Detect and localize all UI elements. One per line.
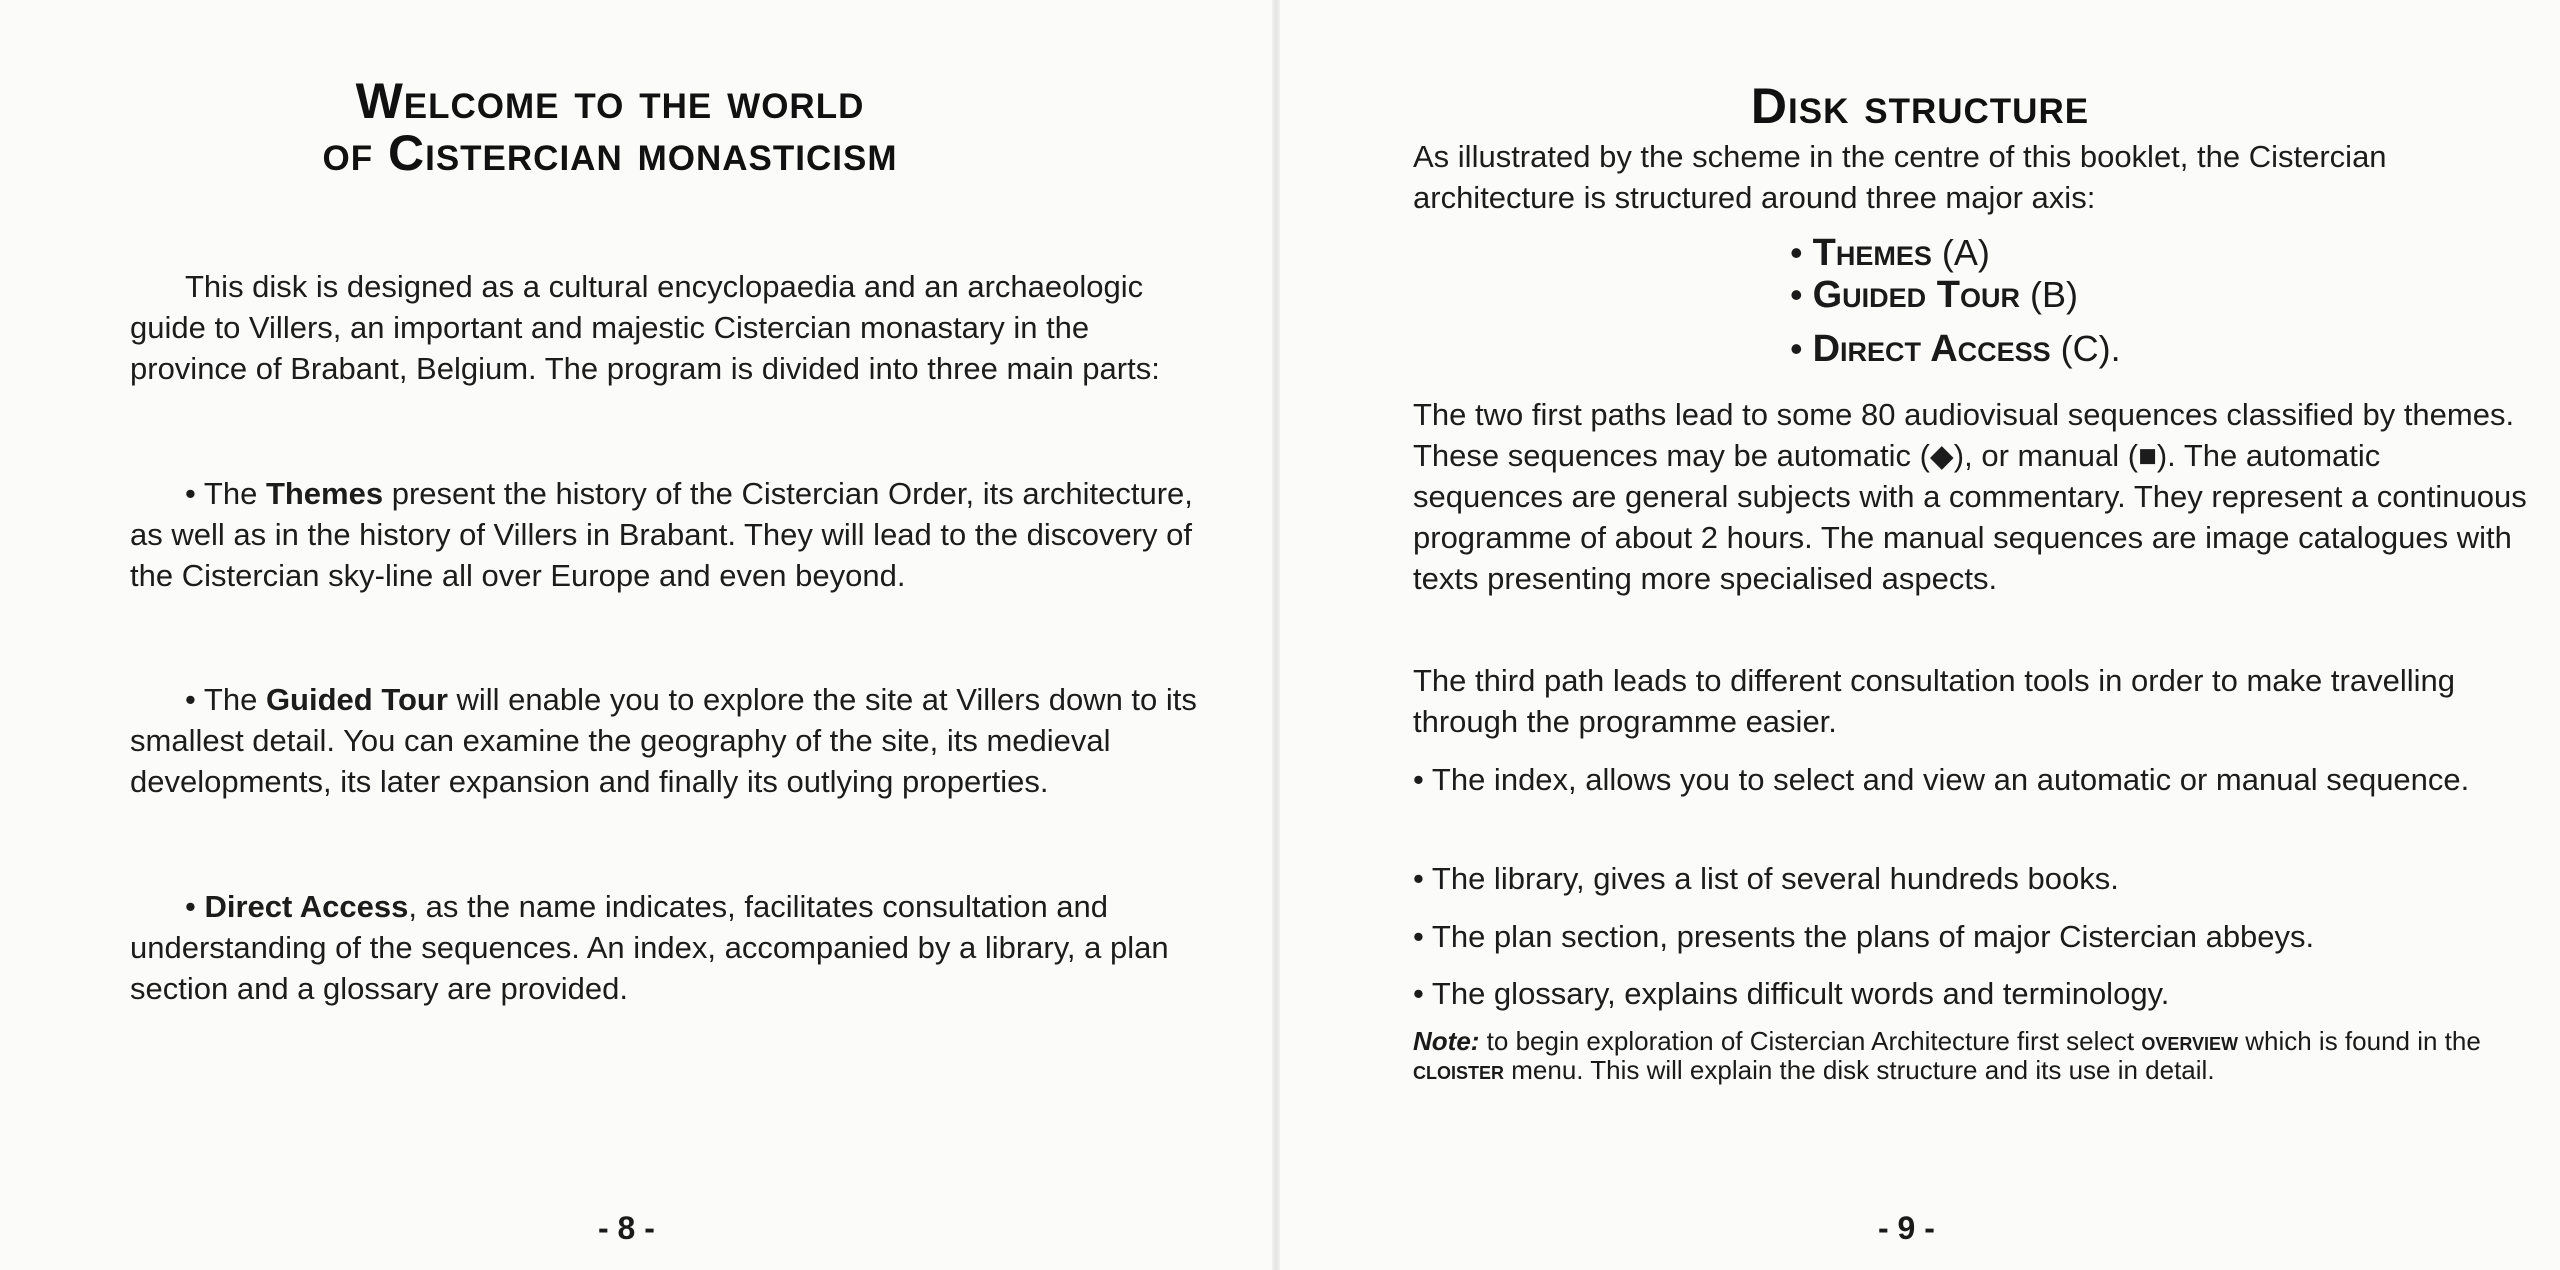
bullet-guided-tour: • The Guided Tour will enable you to explore the site at Villers down to its smallest detail. You can examine the geography of the site, its medieval developments, its later expansion and finally its outlying properties. bbox=[130, 682, 1197, 799]
tool-index: • The index, allows you to select and view an automatic or manual sequence. bbox=[1413, 762, 2470, 797]
structure-intro: As illustrated by the scheme in the centre of this booklet, the Cistercian architecture is structured around three major axis: bbox=[1413, 139, 2387, 215]
note-paragraph: Note: to begin exploration of Cistercian Architecture first select overview which is found in the cloister menu. This will explain the disk structure and its use in detail. bbox=[1413, 1026, 2481, 1085]
page-number-8: - 8 - bbox=[598, 1210, 655, 1246]
right-page bbox=[1280, 0, 2560, 1270]
cloister-term: cloister bbox=[1413, 1055, 1505, 1085]
note-label: Note: bbox=[1413, 1026, 1480, 1056]
overview-term: overview bbox=[2141, 1026, 2239, 1056]
tool-glossary: • The glossary, explains difficult words and terminology. bbox=[1413, 976, 2170, 1011]
book-gutter bbox=[1272, 0, 1280, 1270]
axes-list bbox=[1790, 232, 2121, 370]
title-line-1: Welcome to the world bbox=[355, 73, 865, 129]
themes-term: Themes bbox=[265, 476, 384, 511]
title-line-2: of Cistercian monasticism bbox=[322, 125, 898, 181]
left-page-title bbox=[170, 75, 1050, 179]
third-path-paragraph: The third path leads to different consultation tools in order to make travelling through the programme easier. bbox=[1413, 663, 2455, 739]
direct-access-term: Direct Access bbox=[204, 889, 409, 924]
tool-plan-section: • The plan section, presents the plans of major Cistercian abbeys. bbox=[1413, 919, 2315, 954]
axis-direct-access: • Direct Access (C). bbox=[1790, 328, 2121, 370]
axis-themes: • Themes (A) bbox=[1790, 232, 1990, 274]
bullet-themes: • The Themes present the history of the Cistercian Order, its architecture, as well as in the history of Villers in Brabant. They will lead to the discovery of the Cistercian sky-line all over Europe and even beyond. bbox=[130, 476, 1193, 593]
guided-tour-term: Guided Tour bbox=[265, 682, 448, 717]
bullet-direct-access: • Direct Access, as the name indicates, facilitates consultation and understanding of the sequences. An index, accompanied by a library, a plan section and a glossary are provided. bbox=[130, 889, 1169, 1006]
intro-paragraph: This disk is designed as a cultural encyclopaedia and an archaeologic guide to Villers, an important and majestic Cistercian monastary in the province of Brabant, Belgium. The program is divided into three main parts: bbox=[130, 269, 1160, 386]
page-number-9: - 9 - bbox=[1878, 1210, 1935, 1246]
right-page-title: Disk structure bbox=[1750, 78, 2090, 134]
axis-guided-tour: • Guided Tour (B) bbox=[1790, 274, 2078, 316]
left-page bbox=[0, 0, 1272, 1270]
paths-paragraph: The two first paths lead to some 80 audiovisual sequences classified by themes. These sequences may be automatic (◆), or manual (■). The automatic sequences are general subjects with a commentary. They represent a continuous programme of about 2 hours. The manual sequences are image catalogues with texts presenting more specialised aspects. bbox=[1413, 397, 2527, 596]
tool-library: • The library, gives a list of several hundreds books. bbox=[1413, 861, 2119, 896]
